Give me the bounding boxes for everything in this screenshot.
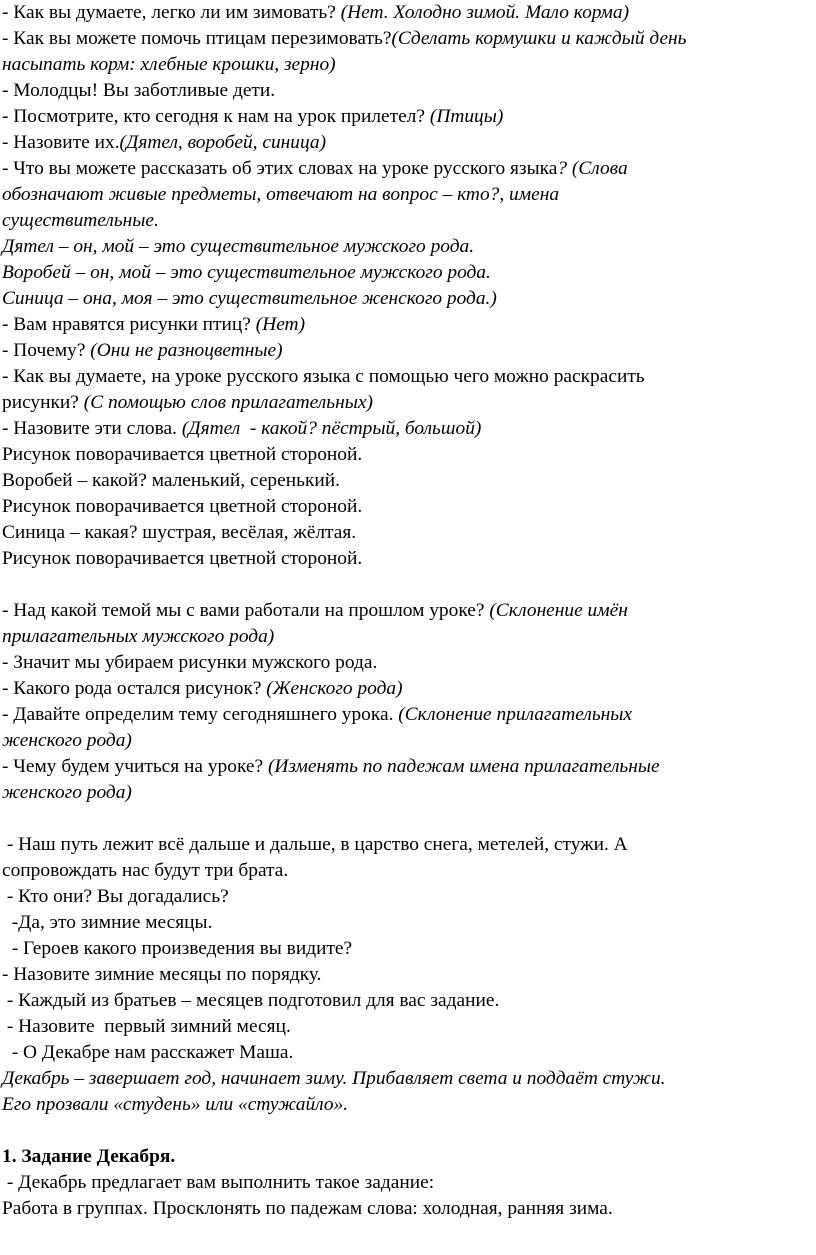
text-line [2, 338, 808, 364]
answer-text: обозначают живые предметы, отвечают на вопрос – кто?, имена [2, 184, 560, 205]
line-text: -Да, это зимние месяцы. [2, 912, 213, 933]
line-text: - Декабрь предлагает вам выполнить такое задание: [2, 1172, 435, 1193]
text-line [2, 260, 808, 286]
line-text: - Назовите эти слова. [2, 418, 182, 439]
answer-text: (Сделать кормушки и каждый день [391, 28, 687, 49]
text-line [2, 0, 808, 26]
answer-text: (Дятел, воробей, синица) [119, 132, 327, 153]
text-line [2, 78, 808, 104]
line-text: - Значит мы убираем рисунки мужского рода. [2, 652, 378, 673]
text-line [2, 624, 808, 650]
text-line [2, 520, 808, 546]
text-line [2, 442, 808, 468]
text-line [2, 1040, 808, 1066]
answer-text: Дятел – он, мой – это существительное мужского рода. [2, 236, 475, 257]
text-line [2, 494, 808, 520]
text-line [2, 884, 808, 910]
text-line [2, 754, 808, 780]
line-text: - Как вы думаете, на уроке русского языка с помощью чего можно раскрасить [2, 366, 645, 387]
line-text: - Наш путь лежит всё дальше и дальше, в царство снега, метелей, стужи. А [2, 834, 628, 855]
text-line [2, 312, 808, 338]
answer-text: Воробей – он, мой – это существительное мужского рода. [2, 262, 491, 283]
text-line [2, 546, 808, 572]
text-line [2, 780, 808, 806]
text-line [2, 1092, 808, 1118]
text-line [2, 104, 808, 130]
line-text: Работа в группах. Просклонять по падежам слова: холодная, ранняя зима. [2, 1198, 613, 1219]
answer-text: насыпать корм: хлебные крошки, зерно) [2, 54, 336, 75]
text-line [2, 962, 808, 988]
text-line [2, 910, 808, 936]
line-text: - Назовите зимние месяцы по порядку. [2, 964, 322, 985]
answer-text: (Нет. Холодно зимой. Мало корма) [340, 2, 630, 23]
line-text: Синица – какая? шустрая, весёлая, жёлтая. [2, 522, 357, 543]
line-text: Рисунок поворачивается цветной стороной. [2, 548, 363, 569]
line-text: Воробей – какой? маленький, серенький. [2, 470, 340, 491]
answer-text: Его прозвали «студень» или «стужайло». [2, 1094, 349, 1115]
text-line [2, 52, 808, 78]
text-line [2, 416, 808, 442]
text-line [2, 182, 808, 208]
line-text: рисунки? [2, 392, 84, 413]
line-text: - Как вы можете помочь птицам перезимовать? [2, 28, 392, 49]
answer-text: Декабрь – завершает год, начинает зиму. Прибавляет света и поддаёт стужи. [2, 1068, 666, 1089]
text-line [2, 676, 808, 702]
text-line [2, 598, 808, 624]
text-line [2, 156, 808, 182]
blank-line [2, 572, 808, 598]
line-text: - Вам нравятся рисунки птиц? [2, 314, 256, 335]
line-text: - Давайте определим тему сегодняшнего урока. [2, 704, 399, 725]
line-text: - Каждый из братьев – месяцев подготовил для вас задание. [2, 990, 500, 1011]
line-text: - Героев какого произведения вы видите? [2, 938, 353, 959]
text-line [2, 936, 808, 962]
line-text: - Как вы думаете, легко ли им зимовать? [2, 2, 341, 23]
blank-line [2, 806, 808, 832]
text-line [2, 650, 808, 676]
text-line [2, 1144, 808, 1170]
line-text: - Что вы можете рассказать об этих словах на уроке русского языка [2, 158, 558, 179]
answer-text: (Склонение имён [489, 600, 628, 621]
text-line [2, 364, 808, 390]
line-text: - О Декабре нам расскажет Маша. [2, 1042, 294, 1063]
answer-text: женского рода) [2, 730, 132, 751]
line-text: - Назовите их. [2, 132, 120, 153]
task-heading: 1. Задание Декабря. [2, 1146, 176, 1167]
text-line [2, 832, 808, 858]
answer-text: ? (Слова [557, 158, 628, 179]
text-line [2, 286, 808, 312]
answer-text: прилагательных мужского рода) [2, 626, 275, 647]
text-line [2, 390, 808, 416]
text-line [2, 1066, 808, 1092]
text-line [2, 728, 808, 754]
answer-text: (Нет) [255, 314, 306, 335]
answer-text: (Они не разноцветные) [90, 340, 283, 361]
line-text: - Какого рода остался рисунок? [2, 678, 267, 699]
line-text: - Над какой темой мы с вами работали на прошлом уроке? [2, 600, 490, 621]
line-text: - Чему будем учиться на уроке? [2, 756, 268, 777]
text-line [2, 468, 808, 494]
line-text: - Молодцы! Вы заботливые дети. [2, 80, 276, 101]
text-line [2, 234, 808, 260]
answer-text: Синица – она, моя – это существительное женского рода.) [2, 288, 497, 309]
text-line [2, 26, 808, 52]
answer-text: женского рода) [2, 782, 132, 803]
line-text: Рисунок поворачивается цветной стороной. [2, 444, 363, 465]
line-text: - Кто они? Вы догадались? [2, 886, 229, 907]
text-line [2, 858, 808, 884]
answer-text: (Женского рода) [266, 678, 403, 699]
document-page [2, 0, 808, 1222]
answer-text: (С помощью слов прилагательных) [83, 392, 373, 413]
line-text: - Посмотрите, кто сегодня к нам на урок прилетел? [2, 106, 430, 127]
blank-line [2, 1118, 808, 1144]
text-line [2, 208, 808, 234]
text-line [2, 1196, 808, 1222]
answer-text: (Птицы) [429, 106, 504, 127]
text-line [2, 1014, 808, 1040]
line-text: - Назовите первый зимний месяц. [2, 1016, 291, 1037]
answer-text: (Изменять по падежам имена прилагательные [267, 756, 660, 777]
text-line [2, 702, 808, 728]
line-text: - Почему? [2, 340, 91, 361]
line-text: сопровождать нас будут три брата. [2, 860, 289, 881]
answer-text: (Склонение прилагательных [398, 704, 633, 725]
line-text: Рисунок поворачивается цветной стороной. [2, 496, 363, 517]
answer-text: (Дятел - какой? пёстрый, большой) [181, 418, 482, 439]
answer-text: существительные. [2, 210, 159, 231]
text-line [2, 988, 808, 1014]
text-line [2, 1170, 808, 1196]
text-line [2, 130, 808, 156]
